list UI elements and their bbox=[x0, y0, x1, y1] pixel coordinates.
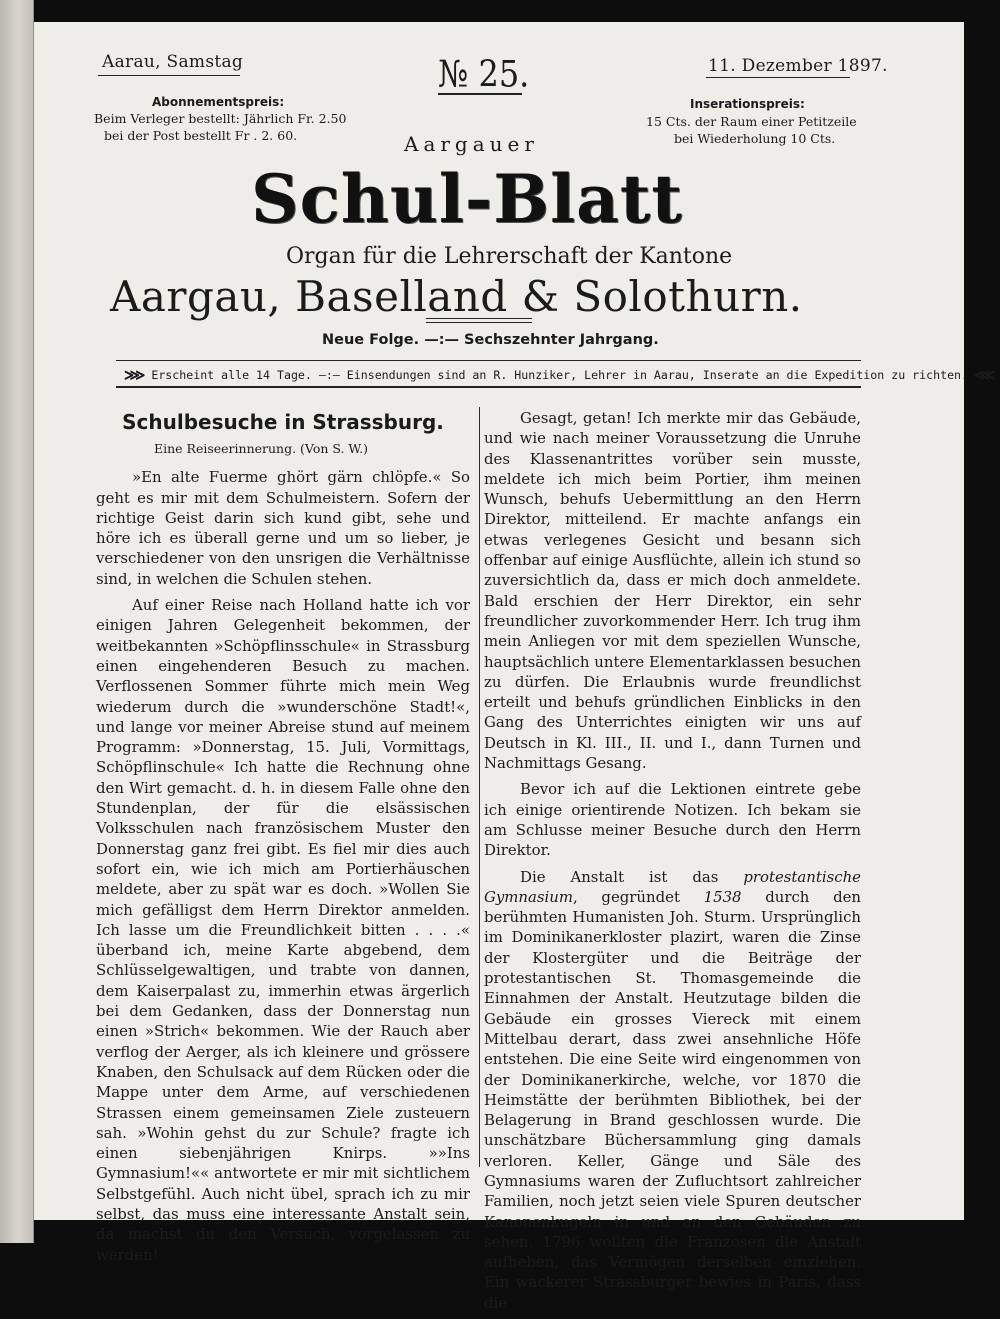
banner-text: Erscheint alle 14 Tage. —:— Einsendungen sind an R. Hunziker, Lehrer in Aarau, Inserate an die Expedition zu richten. bbox=[151, 368, 969, 382]
right-paragraph-2: Bevor ich auf die Lektionen eintrete gebe ich einige orientirende Notizen. Ich bekam sie am Schlusse meiner Besuche durch den Herrn Direktor. bbox=[484, 780, 861, 860]
article-subtitle: Eine Reiseerinnerung. (Von S. W.) bbox=[154, 441, 368, 456]
header-rule-right bbox=[706, 77, 850, 78]
masthead-cantons: Aargau, Baselland & Solothurn. bbox=[110, 272, 803, 321]
header-rule-center bbox=[438, 93, 522, 95]
masthead-rule-1 bbox=[426, 318, 532, 319]
header-rule-left bbox=[98, 75, 240, 76]
book-spine bbox=[0, 0, 34, 1243]
subscription-title: Abonnementspreis: bbox=[152, 95, 285, 109]
series-line: Neue Folge. —:— Sechszehnter Jahrgang. bbox=[322, 332, 659, 348]
insertion-title: Inserationspreis: bbox=[690, 97, 805, 111]
issue-date: 11. Dezember 1897. bbox=[708, 56, 888, 76]
article-left-column bbox=[96, 409, 470, 1271]
left-paragraph: »En alte Fuerme ghört gärn chlöpfe.« So geht es mir mit dem Schulmeistern. Sofern der richtige Geist darin sich kund gibt, sehe und höre ich es überall gerne und um so lieber, je verschiedener von den unsrigen die Verhältnisse sind, in welchen die Schulen stehen. bbox=[96, 468, 470, 588]
right-p3-part-b: , gegründet bbox=[573, 887, 704, 906]
founding-year: 1538 bbox=[703, 887, 742, 906]
subscription-line-2: bei der Post bestellt Fr . 2. 60. bbox=[104, 128, 298, 143]
banner-arrow-right-icon: ⋘ bbox=[974, 366, 996, 384]
banner-arrow-left-icon: ⋙ bbox=[124, 366, 146, 384]
right-paragraph-3 bbox=[484, 867, 861, 1314]
issue-number: № 25. bbox=[438, 52, 530, 96]
masthead-title: Schul-Blatt bbox=[251, 160, 683, 238]
publication-banner bbox=[118, 366, 996, 384]
gymnasium-name: protestantische Gymnasium bbox=[484, 867, 861, 906]
column-divider bbox=[479, 407, 480, 1167]
masthead-kicker: Aargauer bbox=[404, 132, 539, 156]
article-title: Schulbesuche in Strassburg. bbox=[122, 410, 444, 434]
right-p3-part-c: durch den berühmten Humanisten Joh. Sturm. Ursprünglich im Dominikanerkloster plazirt, waren die Zinse der Klostergüter und die Beiträge der protestantischen St. Thomasgemeinde die Einnahmen der Anstalt. Heutzutage bilden die Gebäude ein grosses Viereck mit einem Mittelbau derart, dass zwei ansehnliche Höfe entstehen. Die eine Seite wird eingenommen von der Dominikanerkirche, welche, vor 1870 die Heimstätte der berühmten Bibliothek, bei der Belagerung in Brand geschlossen wurde. Die unschätzbare Büchersammlung ging damals verloren. Keller, Gänge und Säle des Gymnasiums waren der Zufluchtsort zahlreicher Familien, noch jetzt seien viele Spuren deutscher Kanonenkugeln in und an den Gebäuden zu sehen. 1796 wollten die Franzosen die Anstalt aufheben, das Vermögen derselben einziehen. Ein wackerer Strassburger bewies in Paris, dass die bbox=[484, 887, 862, 1312]
article-right-column bbox=[484, 408, 861, 1319]
right-p3-part-a: Die Anstalt ist das bbox=[520, 867, 744, 886]
place-day: Aarau, Samstag bbox=[102, 52, 244, 72]
insertion-line-2: bei Wiederholung 10 Cts. bbox=[674, 131, 836, 146]
masthead-organ: Organ für die Lehrerschaft der Kantone bbox=[286, 244, 733, 269]
banner-rule-bottom bbox=[116, 386, 861, 388]
left-paragraph: Auf einer Reise nach Holland hatte ich vor einigen Jahren Gelegenheit bekommen, der weitbekannten »Schöpflinsschule« in Strassburg einen eingehenderen Besuch zu machen. Verflossenen Sommer führte mich mein Weg wiederum durch die »wunderschöne Stadt!«, und lange vor meiner Abreise stund auf meinem Programm: »Donnerstag, 15. Juli, Vormittags, Schöpflinschule« Ich hatte die Rechnung ohne den Wirt gemacht. d. h. in diesem Falle ohne den Stundenplan, der für die elsässischen Volksschulen nach französischem Muster den Donnerstag ganz frei gibt. Es fiel mir dies auch sofort ein, wie ich mich am Portierhäuschen meldete, aber zu spät war es doch. »Wollen Sie mich gefälligst dem Herrn Direktor anmelden. Ich lasse um die Freundlichkeit bitten . . . .« überband ich, meine Karte abgebend, dem Schlüsselgewaltigen, und trabte von dannen, dem Kaiserpalast zu, immerhin etwas ärgerlich bei dem Gedanken, dass der Donnerstag nun einen »Strich« bekommen. Wie der Rauch aber verflog der Aerger, als ich kleinere und grössere Knaben, den Schulsack auf dem Rücken oder die Mappe unter dem Arme, auf verschiedenen Strassen einem gemeinsamen Ziele zusteuern sah. »Wohin gehst du zur Schule? fragte ich einen siebenjährigen Knirps. »»Ins Gymnasium!«« antwortete er mir mit sichtlichem Selbstgefühl. Auch nicht übel, sprach ich zu mir selbst, das muss eine interessante Anstalt sein, da machst du den Versuch, vorgelassen zu werden! bbox=[96, 596, 470, 1264]
newspaper-page bbox=[34, 22, 996, 1312]
insertion-line-1: 15 Cts. der Raum einer Petitzeile bbox=[646, 114, 857, 129]
banner-rule-top bbox=[116, 360, 861, 361]
subscription-line-1: Beim Verleger bestellt: Jährlich Fr. 2.50 bbox=[94, 111, 347, 126]
masthead-rule-2 bbox=[426, 322, 532, 323]
right-paragraph-1: Gesagt, getan! Ich merkte mir das Gebäude, und wie nach meiner Voraussetzung die Unruhe des Klassenantrittes vorüber sein musste, meldete ich mich beim Portier, ihm meinen Wunsch, behufs Uebermittlung an den Herrn Direktor, mitteilend. Er machte anfangs ein etwas verlegenes Gesicht und besann sich offenbar auf einige Ausflüchte, allein ich stund so zuversichtlich da, dass er mich doch anmeldete. Bald erschien der Herr Direktor, ein sehr freundlicher zuvorkommender Herr. Ich trug ihm mein Anliegen vor mit dem speziellen Wunsche, hauptsächlich untere Elementarklassen besuchen zu dürfen. Die Erlaubnis wurde freundlichst erteilt und behufs gründlichen Einblicks in den Gang des Unterrichtes einigten wir uns auf Deutsch in Kl. III., II. und I., dann Turnen und Nachmittags Gesang. bbox=[484, 409, 861, 773]
